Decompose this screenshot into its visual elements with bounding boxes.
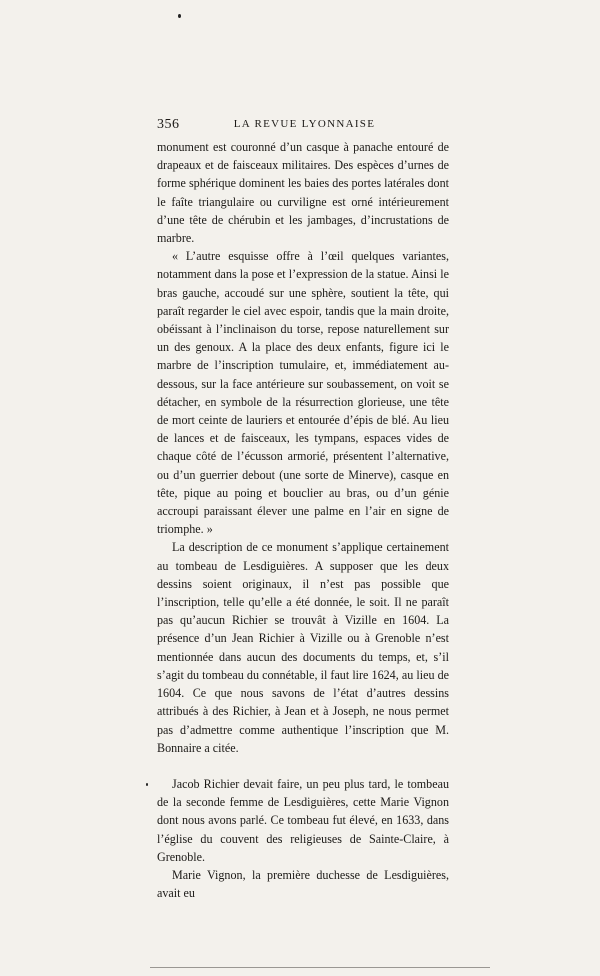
running-header [157,117,452,135]
paragraph-3: La description de ce monument s’applique certainement au tombeau de Lesdiguières. A supposer que les deux dessins soient originaux, il n’est pas possible que l’inscription, telle qu’elle a été donnée, le soit. Il ne paraît pas qu’aucun Richier se trouvât à Vizille en 1604. La présence d’un Jean Richier à Vizille ou à Grenoble n’est mentionnée dans aucun des documents du temps, et, s’il s’agit du tombeau du connétable, il faut lire 1624, au lieu de 1604. Ce que nous savons de l’état d’autres dessins attribués à des Richier, à Jean et à Joseph, ne nous permet pas d’admettre comme authentique l’inscription que M. Bonnaire a citée. [157,540,449,755]
paragraph-2: « L’autre esquisse offre à l’œil quelques variantes, notamment dans la pose et l’expression de la statue. Ainsi le bras gauche, accoudé sur une sphère, soutient la tête, qui paraît regarder le ciel avec espoir, tandis que la main droite, obéissant à l’inclinaison du torse, repose naturellement sur un des genoux. A la place des deux enfants, figure ici le marbre de l’inscription tumulaire, et, immédiatement au-dessous, sur la face antérieure sur soubassement, on voit se détacher, en symbole de la résurrection glorieuse, une tête de mort ceinte de lauriers et entourée d’épis de blé. Au lieu de lances et de faisceaux, les tympans, espaces vides de chaque côté de l’écusson armorié, présentent l’alternative, ou d’un guerrier debout (une sorte de Minerve), casque en tête, pique au poing et bouclier au bras, ou d’un génie accroupi paraissant élever une palme en l’air en signe de triomphe. » [157,249,449,537]
paragraph-4: Jacob Richier devait faire, un peu plus tard, le tombeau de la seconde femme de Lesdiguières, cette Marie Vignon dont nous avons parlé. Ce tombeau fut élevé, en 1633, dans l’église du couvent des religieuses de Sainte-Claire, à Grenoble. [157,776,449,864]
body-text [157,138,449,902]
paragraph-1: monument est couronné d’un casque à panache entouré de drapeaux et de faisceaux militaires. Des espèces d’urnes de forme sphérique dominent les baies des portes latérales dont le faîte triangulaire ou curviligne est orné intérieurement d’une tête de chérubin et les jambages, d’incrustations de marbre. [157,140,449,246]
journal-title: LA REVUE LYONNAISE [233,118,376,130]
paragraph-5: Marie Vignon, la première duchesse de Lesdiguières, avait eu [157,867,449,901]
page-number: 356 [157,117,180,132]
scan-edge-line [150,967,490,968]
ink-speck [178,14,181,18]
ink-speck [146,783,148,786]
